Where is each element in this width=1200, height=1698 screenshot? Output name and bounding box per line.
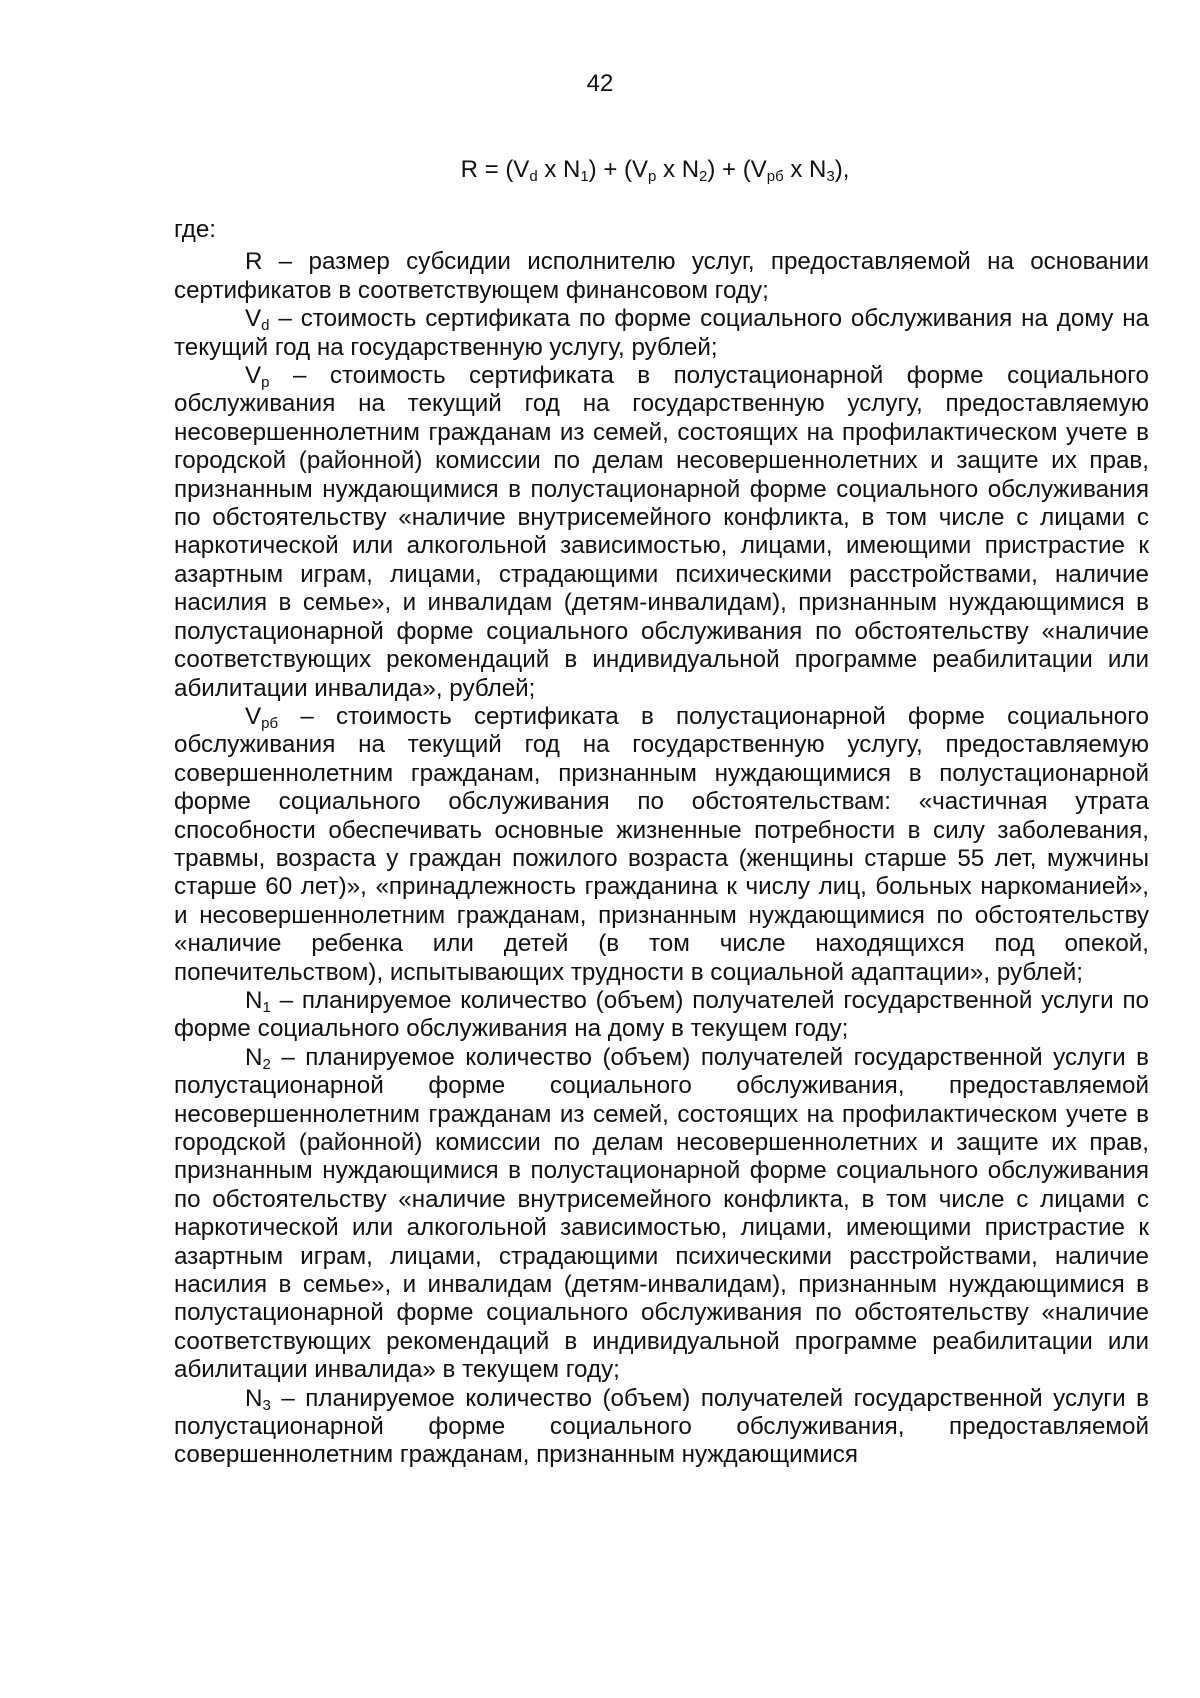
definition-n3 (174, 1385, 1149, 1470)
definition-vrb (174, 703, 1149, 987)
definition-n2 (174, 1044, 1149, 1385)
variable-symbol: $N_3$ (245, 1384, 271, 1414)
definition-n1 (174, 987, 1149, 1044)
definition-text: – стоимость сертификата в полустационарной форме социального обслуживания на текущий год на государственную услугу, предоставляемую несовершеннолетним гражданам из семей, состоящих на профилактическом учете в городской (районной) комиссии по делам несовершеннолетних и защите их прав, признанным нуждающимися в полустационарной форме социального обслуживания по обстоятельству «наличие внутрисемейного конфликта, в том числе с лицами с наркотической или алкогольной зависимостью, лицами, имеющими пристрастие к азартным играм, лицами, страдающими психическими расстройствами, наличие насилия в семье», и инвалидам (детям-инвалидам), признанным нуждающимися в полустационарной форме социального обслуживания по обстоятельству «наличие соответствующих рекомендаций в индивидуальной программе реабилитации или абилитации инвалида», рублей; (174, 362, 1149, 702)
formula-lhs: R = (460, 156, 506, 183)
definition-r (174, 248, 1149, 305)
formula-term: ($V_d$ x $N_1$) (505, 156, 597, 185)
document-body (174, 216, 1149, 1470)
page-number: 42 (586, 70, 614, 97)
definition-vd (174, 305, 1149, 362)
variable-symbol: $V_d$ (245, 305, 270, 335)
formula (0, 156, 1200, 184)
formula-term: + ($V_p$ x $N_2$) (596, 156, 716, 185)
variable-symbol: $N_1$ (245, 986, 271, 1016)
definition-text: – стоимость сертификата по форме социального обслуживания на дому на текущий год на государственную услугу, рублей; (174, 305, 1149, 361)
variable-symbol: R (245, 248, 263, 276)
definition-text: – планируемое количество (объем) получателей государственной услуги в полустационарной форме социального обслуживания, предоставляемой совершеннолетним гражданам, признанным нуждающимися (174, 1384, 1149, 1469)
formula-term: + ($V_{рб}$ x $N_3$), (715, 156, 850, 185)
variable-symbol: $V_p$ (245, 362, 270, 392)
definition-text: – планируемое количество (объем) получателей государственной услуги в полустационарной форме социального обслуживания, предоставляемой несовершеннолетним гражданам из семей, состоящих на профилактическом учете в городской (районной) комиссии по делам несовершеннолетних и защите их прав, признанным нуждающимися в полустационарной форме социального обслуживания по обстоятельству «наличие внутрисемейного конфликта, в том числе с лицами с наркотической или алкогольной зависимостью, лицами, имеющими пристрастие к азартным играм, лицами, страдающими психическими расстройствами, наличие насилия в семье», и инвалидам (детям-инвалидам), признанным нуждающимися в полустационарной форме социального обслуживания по обстоятельству «наличие соответствующих рекомендаций в индивидуальной программе реабилитации или абилитации инвалида» в текущем году; (174, 1043, 1149, 1384)
intro-label: где: (174, 216, 217, 243)
definition-text: – планируемое количество (объем) получателей государственной услуги по форме социального обслуживания на дому в текущем году; (174, 986, 1149, 1043)
definition-text: – стоимость сертификата в полустационарной форме социального обслуживания на текущий год на государственную услугу, предоставляемую совершеннолетним гражданам, признанным нуждающимися в полустационарной форме социального обслуживания по обстоятельствам: «частичная утрата способности обеспечивать основные жизненные потребности в силу заболевания, травмы, возраста у граждан пожилого возраста (женщины старше 55 лет, мужчины старше 60 лет)», «принадлежность гражданина к числу лиц, больных наркоманией», и несовершеннолетним гражданам, признанным нуждающимися по обстоятельству «наличие ребенка или детей (в том числе находящихся под опекой, попечительством), испытывающих трудности в социальной адаптации», рублей; (174, 702, 1149, 986)
variable-symbol: $V_{рб}$ (245, 702, 279, 732)
definition-vp (174, 362, 1149, 703)
variable-symbol: $N_2$ (245, 1043, 271, 1073)
definition-text: – размер субсидии исполнителю услуг, предоставляемой на основании сертификатов в соответствующем финансовом году; (174, 248, 1149, 304)
